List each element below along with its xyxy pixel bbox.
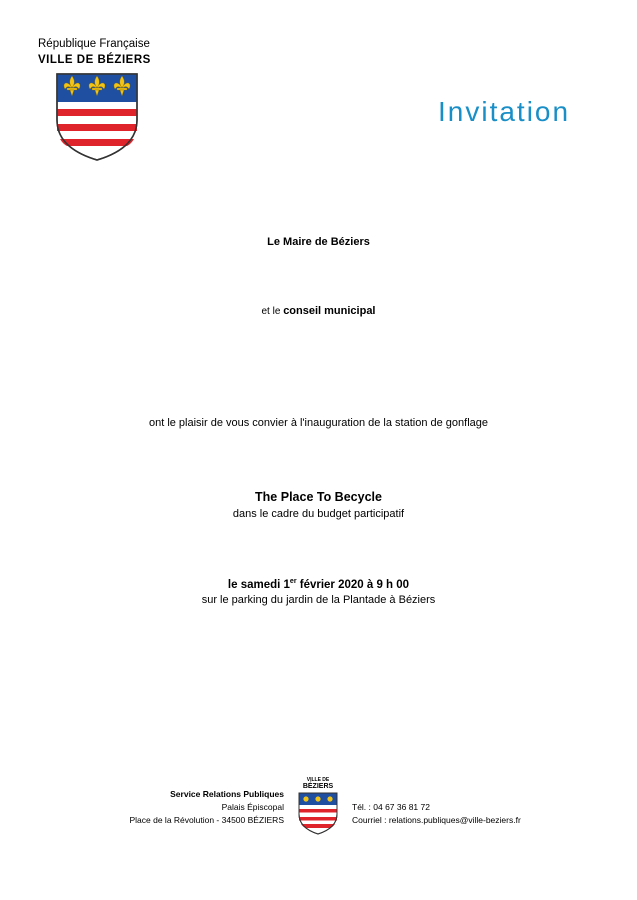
ville-de-beziers-label: VILLE DE BÉZIERS [38, 54, 151, 66]
date-ordinal: er [289, 578, 297, 585]
palais-line: Palais Épiscopal [221, 802, 284, 812]
convier-line: ont le plaisir de vous convier à l'inauguration de la station de gonflage [148, 417, 489, 429]
phone-line: Tél. : 04 67 36 81 72 [352, 802, 430, 812]
footer-contact-block [352, 801, 521, 827]
et-le-text: et le [261, 306, 281, 317]
footer-crest-label-bottom: BÉZIERS [302, 783, 334, 790]
service-name: Service Relations Publiques [170, 789, 284, 799]
date-suffix: février 2020 à 9 h 00 [296, 578, 410, 591]
date-line [0, 578, 637, 591]
email-line: Courriel : relations.publiques@ville-beziers.fr [352, 815, 521, 825]
footer-crest-label [298, 777, 338, 791]
conseil-line [0, 305, 637, 317]
lieu-line: sur le parking du jardin de la Plantade à Béziers [201, 594, 436, 606]
beziers-coat-of-arms-icon [55, 72, 139, 162]
footer-crest-label-top: VILLE DE [306, 777, 330, 783]
conseil-municipal-text: conseil municipal [283, 305, 376, 317]
event-name: The Place To Becycle [255, 490, 382, 504]
maire-line: Le Maire de Béziers [267, 236, 370, 248]
address-line: Place de la Révolution - 34500 BÉZIERS [129, 815, 284, 825]
footer-coat-of-arms-icon [298, 792, 338, 846]
date-prefix: le samedi 1 [227, 578, 290, 591]
republique-francaise-label: République Française [38, 38, 150, 50]
footer-address-block [129, 788, 284, 827]
invitation-title: Invitation [438, 96, 571, 127]
budget-line: dans le cadre du budget participatif [232, 508, 405, 520]
